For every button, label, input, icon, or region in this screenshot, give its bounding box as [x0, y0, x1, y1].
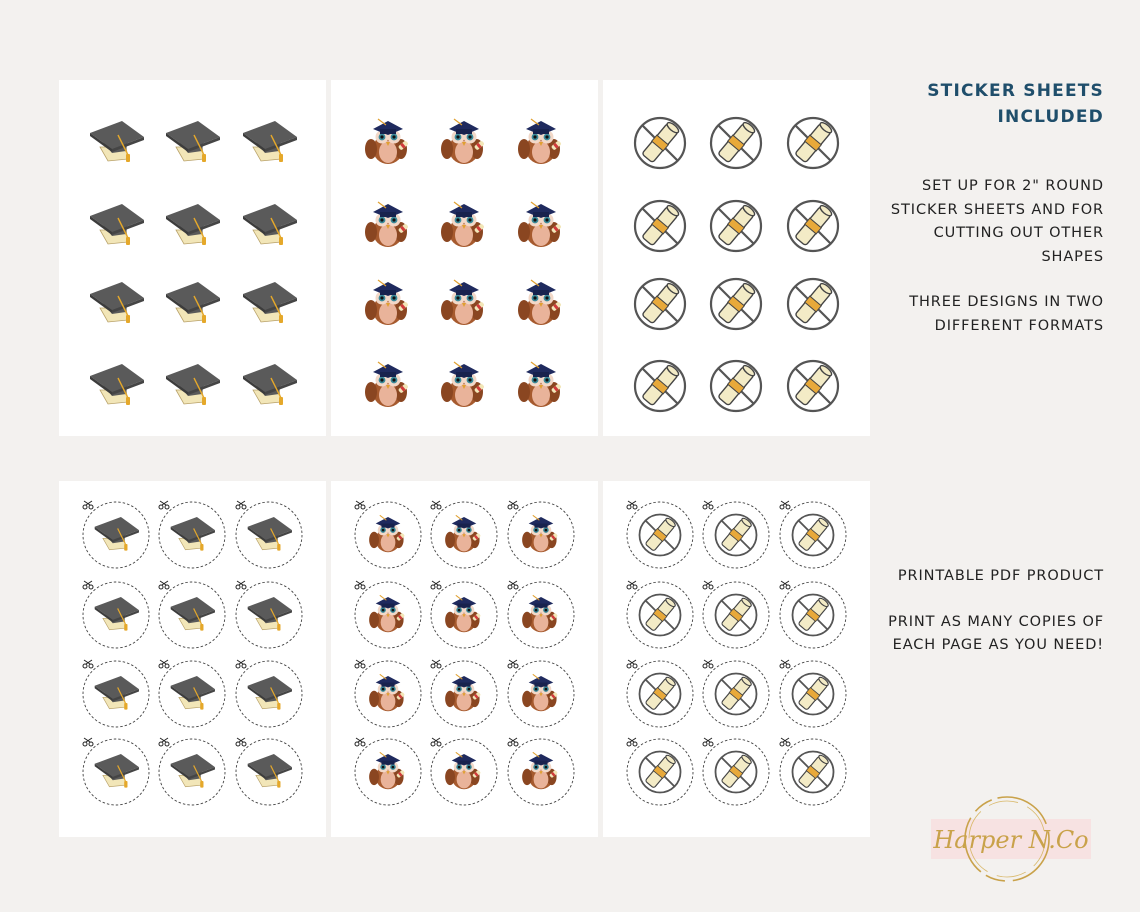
details-bottom [868, 565, 1104, 680]
scissors-icon [355, 738, 365, 746]
scissors-icon [236, 738, 246, 746]
sticker-owl [441, 280, 485, 325]
detail-copies: PRINT AS MANY COPIES OF EACH PAGE AS YOU NEED! [888, 613, 1104, 653]
sticker-diploma [788, 118, 838, 168]
scissors-icon [236, 501, 246, 509]
sticker-graduation-cap [90, 121, 144, 162]
sticker-diploma [635, 118, 685, 168]
sticker-diploma [711, 279, 761, 329]
scissors-icon [236, 581, 246, 589]
scissors-icon [83, 738, 93, 746]
sticker-graduation-cap [243, 204, 297, 245]
sticker-owl [508, 738, 574, 805]
sticker-graduation-cap [166, 282, 220, 323]
scissors-icon [431, 581, 441, 589]
sticker-diploma [711, 118, 761, 168]
scissors-icon [159, 738, 169, 746]
scissors-icon [508, 660, 518, 668]
sticker-graduation-cap [159, 738, 225, 805]
sticker-graduation-cap [83, 501, 149, 568]
details-top [872, 175, 1104, 360]
sticker-diploma [788, 201, 838, 251]
sticker-graduation-cap [243, 282, 297, 323]
scissors-icon [780, 581, 790, 589]
sheet-diplomas-round [603, 481, 870, 837]
sticker-diploma [780, 660, 846, 727]
scissors-icon [703, 501, 713, 509]
scissors-icon [508, 738, 518, 746]
sheet-caps-plain [59, 80, 326, 436]
sticker-graduation-cap [166, 121, 220, 162]
sticker-owl [508, 501, 574, 568]
sticker-owl [431, 660, 497, 727]
scissors-icon [355, 501, 365, 509]
scissors-icon [236, 660, 246, 668]
scissors-icon [780, 738, 790, 746]
sticker-owl [355, 738, 421, 805]
scissors-icon [627, 738, 637, 746]
detail-setup: SET UP FOR 2" ROUND STICKER SHEETS AND FOR CUTTING OUT OTHER SHAPES [890, 178, 1104, 265]
scissors-icon [159, 581, 169, 589]
sticker-owl [431, 738, 497, 805]
sheet-owls-round [331, 481, 598, 837]
scissors-icon [703, 581, 713, 589]
sticker-graduation-cap [243, 364, 297, 405]
sticker-diploma [703, 581, 769, 648]
sticker-graduation-cap [90, 204, 144, 245]
sticker-owl [431, 581, 497, 648]
scissors-icon [508, 501, 518, 509]
sticker-graduation-cap [83, 581, 149, 648]
sticker-owl [431, 501, 497, 568]
scissors-icon [431, 501, 441, 509]
scissors-icon [703, 660, 713, 668]
scissors-icon [83, 660, 93, 668]
sticker-graduation-cap [236, 501, 302, 568]
scissors-icon [159, 660, 169, 668]
sticker-diploma [635, 361, 685, 411]
sticker-owl [441, 202, 485, 247]
sticker-owl [365, 280, 409, 325]
sticker-diploma [780, 738, 846, 805]
sticker-diploma [703, 738, 769, 805]
sticker-diploma [635, 201, 685, 251]
sticker-owl [365, 119, 409, 164]
sticker-diploma [788, 279, 838, 329]
scissors-icon [627, 501, 637, 509]
sticker-owl [518, 280, 562, 325]
scissors-icon [627, 581, 637, 589]
sticker-graduation-cap [159, 501, 225, 568]
scissors-icon [780, 501, 790, 509]
sticker-graduation-cap [90, 364, 144, 405]
scissors-icon [780, 660, 790, 668]
sticker-owl [518, 202, 562, 247]
sticker-graduation-cap [236, 738, 302, 805]
sticker-owl [508, 581, 574, 648]
scissors-icon [627, 660, 637, 668]
sticker-diploma [627, 660, 693, 727]
sticker-graduation-cap [159, 581, 225, 648]
sticker-diploma [780, 581, 846, 648]
scissors-icon [431, 660, 441, 668]
sticker-graduation-cap [83, 738, 149, 805]
sheet-caps-round [59, 481, 326, 837]
sticker-diploma [635, 279, 685, 329]
sticker-graduation-cap [159, 660, 225, 727]
sticker-diploma [780, 501, 846, 568]
detail-designs: THREE DESIGNS IN TWO DIFFERENT FORMATS [909, 294, 1104, 334]
sticker-graduation-cap [243, 121, 297, 162]
scissors-icon [83, 501, 93, 509]
sticker-diploma [627, 501, 693, 568]
sticker-diploma [703, 660, 769, 727]
scissors-icon [508, 581, 518, 589]
sticker-owl [355, 581, 421, 648]
sticker-owl [365, 202, 409, 247]
sticker-graduation-cap [90, 282, 144, 323]
brand-name: Harper N.Co [933, 826, 1089, 854]
sticker-diploma [627, 581, 693, 648]
sticker-owl [355, 501, 421, 568]
sticker-owl [508, 660, 574, 727]
scissors-icon [355, 660, 365, 668]
scissors-icon [83, 581, 93, 589]
sheet-owls-plain [331, 80, 598, 436]
sticker-owl [441, 119, 485, 164]
sticker-diploma [788, 361, 838, 411]
sticker-owl [441, 362, 485, 407]
brand-logo [925, 793, 1095, 883]
sticker-owl [518, 362, 562, 407]
scissors-icon [159, 501, 169, 509]
sticker-owl [365, 362, 409, 407]
sticker-diploma [711, 201, 761, 251]
sticker-owl [518, 119, 562, 164]
sticker-graduation-cap [83, 660, 149, 727]
sticker-graduation-cap [236, 581, 302, 648]
detail-printable: PRINTABLE PDF PRODUCT [897, 568, 1104, 584]
sticker-diploma [627, 738, 693, 805]
sticker-graduation-cap [236, 660, 302, 727]
sticker-diploma [711, 361, 761, 411]
sticker-graduation-cap [166, 364, 220, 405]
scissors-icon [355, 581, 365, 589]
sticker-diploma [703, 501, 769, 568]
sheet-diplomas-plain [603, 80, 870, 436]
heading: STICKER SHEETS INCLUDED [927, 81, 1104, 127]
scissors-icon [431, 738, 441, 746]
scissors-icon [703, 738, 713, 746]
sticker-owl [355, 660, 421, 727]
sticker-graduation-cap [166, 204, 220, 245]
